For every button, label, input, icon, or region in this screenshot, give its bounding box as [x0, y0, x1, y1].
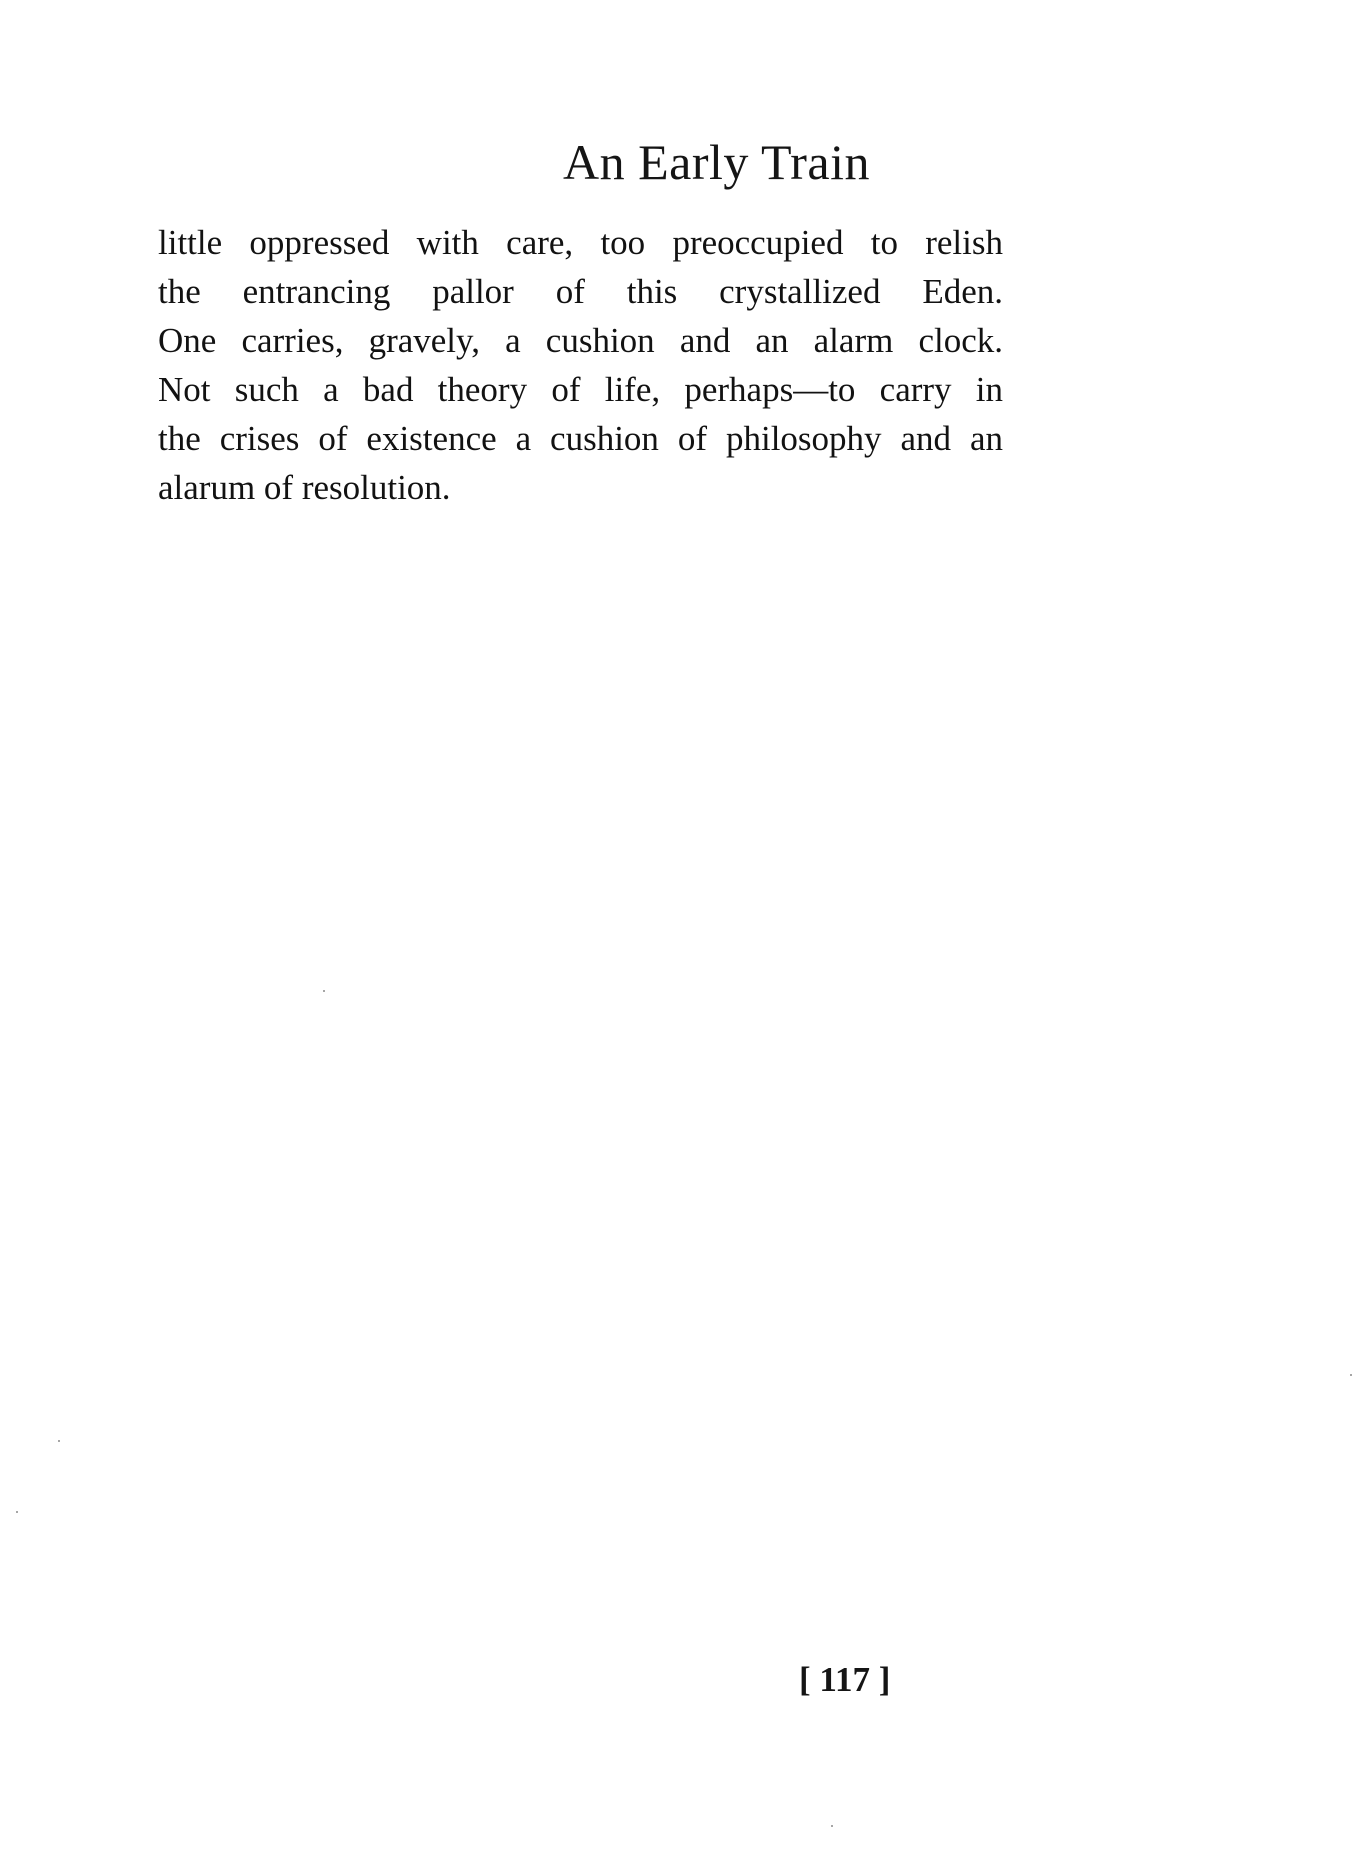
- text-line: Not such a bad theory of life, perhaps—to carry in: [158, 370, 1003, 409]
- running-head: An Early Train: [563, 134, 870, 190]
- scan-speck: [1350, 1374, 1352, 1376]
- text-line: One carries, gravely, a cushion and an alarm clock.: [158, 321, 1003, 360]
- text-line: little oppressed with care, too preoccupied to relish: [158, 223, 1003, 262]
- scan-speck: [16, 1511, 18, 1513]
- scan-speck: [323, 990, 325, 992]
- text-line: the crises of existence a cushion of philosophy and an: [158, 419, 1003, 458]
- page-number: [ 117 ]: [799, 1660, 891, 1699]
- text-line: the entrancing pallor of this crystallized Eden.: [158, 272, 1003, 311]
- body-paragraph: [158, 218, 1003, 512]
- scan-speck: [58, 1440, 60, 1442]
- text-line: alarum of resolution.: [158, 468, 451, 507]
- scan-speck: [831, 1825, 833, 1827]
